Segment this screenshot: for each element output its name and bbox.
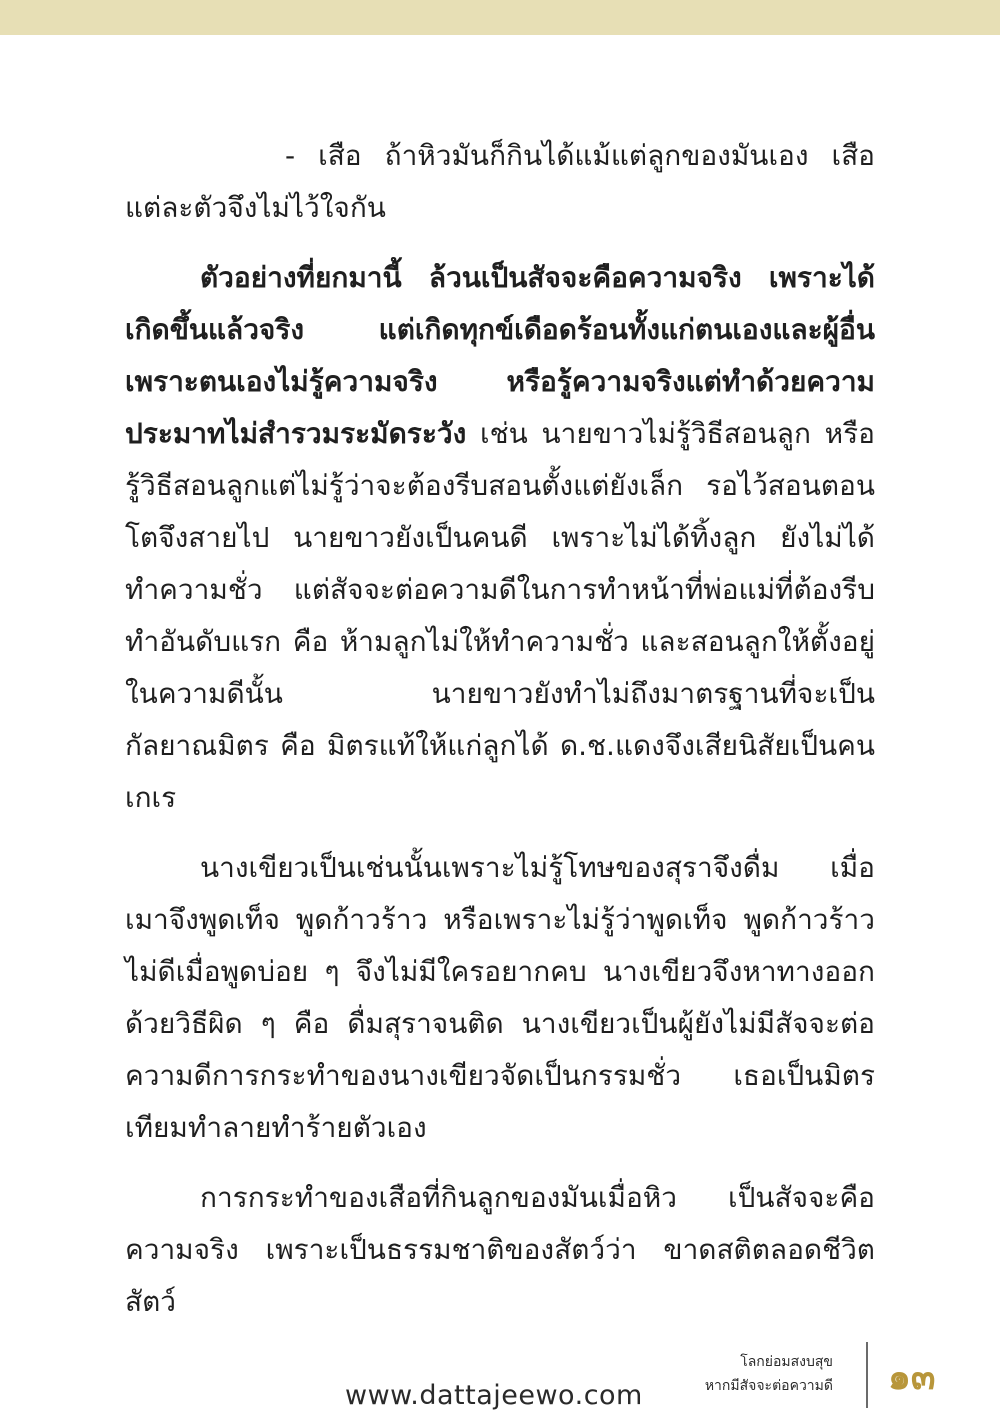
page-number: ๑๓: [888, 1357, 936, 1398]
footer-divider: [866, 1342, 868, 1408]
page-body: [125, 130, 875, 1328]
paragraph-examples-rest: เช่น นายขาวไม่รู้วิธีสอนลูก หรือรู้วิธีสอนลูกแต่ไม่รู้ว่าจะต้องรีบสอนตั้งแต่ยังเล็ก รอไว้สอนตอนโตจึงสายไป นายขาวยังเป็นคนดี เพราะไม่ได้ทิ้งลูก ยังไม่ได้ทำความชั่ว แต่สัจจะต่อความดีในการทำหน้าที่พ่อแม่ที่ต้องรีบทำอันดับแรก คือ ห้ามลูกไม่ให้ทำความชั่ว และสอนลูกให้ตั้งอยู่ในความดีนั้น นายขาวยังทำไม่ถึงมาตรฐานที่จะเป็นกัลยาณมิตร คือ มิตรแท้ให้แก่ลูกได้ ด.ช.แดงจึงเสียนิสัยเป็นคนเกเร: [125, 417, 875, 814]
book-title-line1: โลกย่อมสงบสุข: [740, 1354, 833, 1370]
book-title: [705, 1350, 833, 1398]
website-url: www.dattajeewo.com: [345, 1380, 643, 1411]
paragraph-tiger: - เสือ ถ้าหิวมันก็กินได้แม้แต่ลูกของมันเอง เสือแต่ละตัวจึงไม่ไว้ใจกัน: [125, 139, 875, 224]
book-title-line2: หากมีสัจจะต่อความดี: [704, 1378, 833, 1394]
paragraph-tiger-action: การกระทำของเสือที่กินลูกของมันเมื่อหิว เป็นสัจจะคือความจริง เพราะเป็นธรรมชาติของสัตว์ว่า ขาดสติตลอดชีวิต สัตว์: [125, 1181, 875, 1318]
paragraph-examples: [125, 252, 875, 824]
paragraph-examples-bold: ตัวอย่างที่ยกมานี้ ล้วนเป็นสัจจะคือความจริง เพราะได้เกิดขึ้นแล้วจริง แต่เกิดทุกข์เดือดร้อนทั้งแก่ตนเองและผู้อื่น เพราะตนเองไม่รู้ความจริง หรือรู้ความจริงแต่ทำด้วยความประมาทไม่สำรวมระมัดระวัง: [125, 261, 875, 450]
page-footer: [0, 1330, 1000, 1420]
header-band: [0, 0, 1000, 35]
paragraph-nang-khiao: นางเขียวเป็นเช่นนั้นเพราะไม่รู้โทษของสุราจึงดื่ม เมื่อเมาจึงพูดเท็จ พูดก้าวร้าว หรือเพราะไม่รู้ว่าพูดเท็จ พูดก้าวร้าวไม่ดีเมื่อพูดบ่อย ๆ จึงไม่มีใครอยากคบ นางเขียวจึงหาทางออกด้วยวิธีผิด ๆ คือ ดื่มสุราจนติด นางเขียวเป็นผู้ยังไม่มีสัจจะต่อความดีการกระทำของนางเขียวจัดเป็นกรรมชั่ว เธอเป็นมิตรเทียมทำลายทำร้ายตัวเอง: [125, 851, 875, 1144]
